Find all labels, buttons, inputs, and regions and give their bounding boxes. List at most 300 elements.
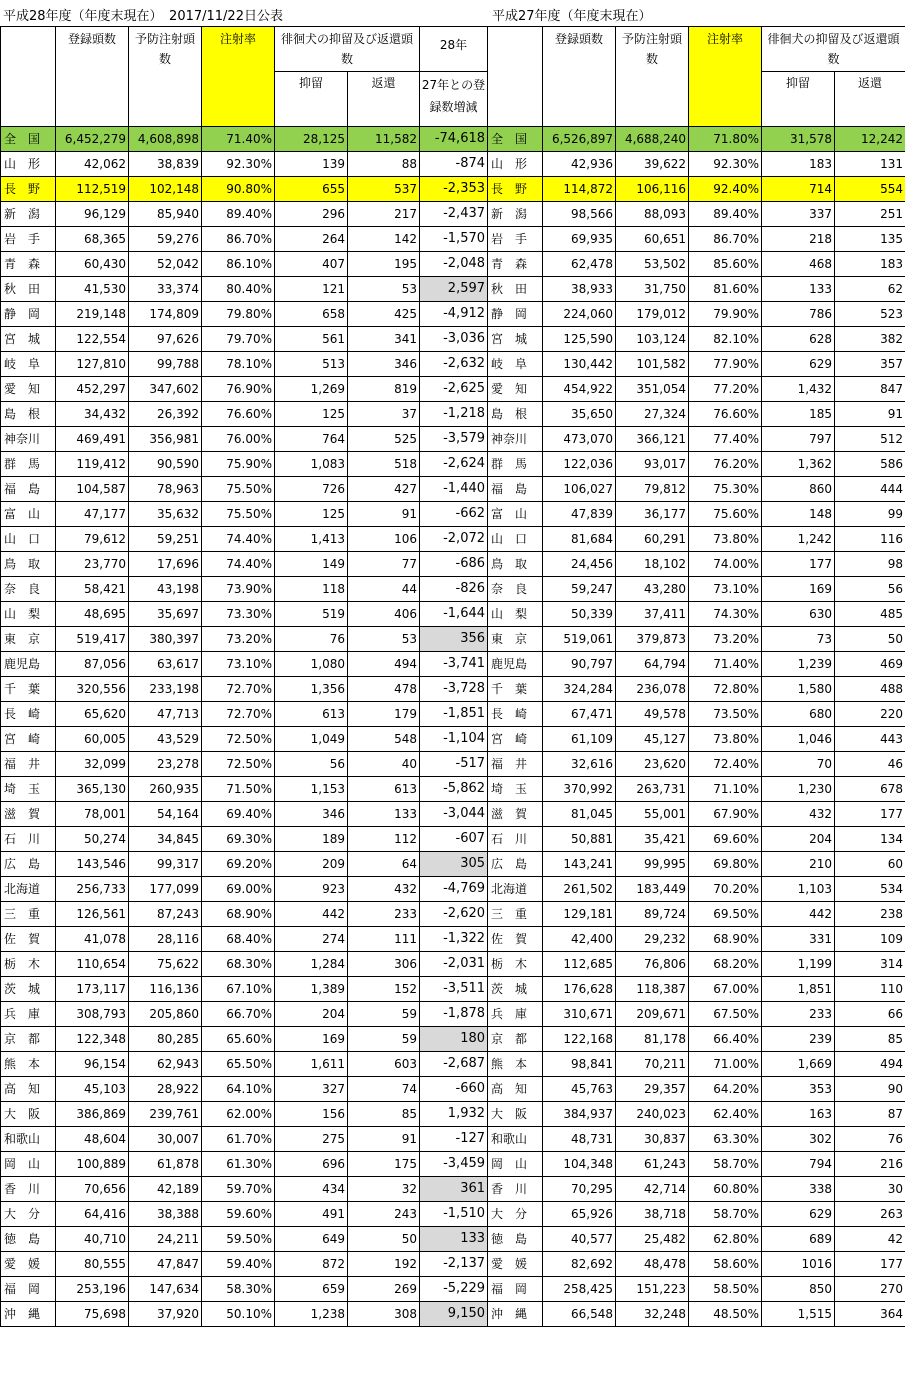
rate-fy28: 89.40%	[202, 202, 275, 227]
rate-fy27: 73.20%	[689, 627, 762, 652]
pref-name-fy27: 山 梨	[488, 602, 543, 627]
detained-fy27: 183	[762, 152, 835, 177]
returned-fy27: 534	[835, 877, 905, 902]
rate-fy27: 77.90%	[689, 352, 762, 377]
returned-fy27: 494	[835, 1052, 905, 1077]
returned-fy28: 548	[348, 727, 420, 752]
detained-fy28: 1,083	[275, 452, 348, 477]
vaccinated-fy28: 59,251	[129, 527, 202, 552]
vaccinated-fy27: 106,116	[616, 177, 689, 202]
registered-fy27: 81,045	[543, 802, 616, 827]
table-row	[1, 927, 905, 952]
table-row	[1, 527, 905, 552]
pref-name-fy28: 福 井	[1, 752, 56, 777]
registered-fy27: 6,526,897	[543, 127, 616, 152]
vaccinated-fy28: 38,388	[129, 1202, 202, 1227]
registered-fy27: 40,577	[543, 1227, 616, 1252]
detained-fy28: 613	[275, 702, 348, 727]
detained-fy27: 163	[762, 1102, 835, 1127]
returned-fy27: 586	[835, 452, 905, 477]
detained-fy28: 275	[275, 1127, 348, 1152]
registered-fy28: 253,196	[56, 1277, 129, 1302]
pref-name-fy27: 宮 城	[488, 327, 543, 352]
registration-diff: 356	[420, 627, 488, 652]
detained-fy28: 659	[275, 1277, 348, 1302]
rate-fy28: 90.80%	[202, 177, 275, 202]
table-row	[1, 1252, 905, 1277]
detained-fy28: 118	[275, 577, 348, 602]
returned-fy28: 243	[348, 1202, 420, 1227]
rate-fy28: 61.30%	[202, 1152, 275, 1177]
registered-fy28: 41,078	[56, 927, 129, 952]
registered-fy27: 62,478	[543, 252, 616, 277]
registered-fy27: 47,839	[543, 502, 616, 527]
vaccinated-fy27: 29,357	[616, 1077, 689, 1102]
vaccinated-fy28: 42,189	[129, 1177, 202, 1202]
returned-fy27: 76	[835, 1127, 905, 1152]
registration-diff: 9,150	[420, 1302, 488, 1327]
returned-fy27: 177	[835, 1252, 905, 1277]
vaccinated-fy28: 99,317	[129, 852, 202, 877]
registered-fy28: 68,365	[56, 227, 129, 252]
vaccinated-fy28: 260,935	[129, 777, 202, 802]
registered-fy28: 119,412	[56, 452, 129, 477]
registered-fy28: 48,695	[56, 602, 129, 627]
registered-fy28: 41,530	[56, 277, 129, 302]
registration-diff: -2,437	[420, 202, 488, 227]
registered-fy28: 23,770	[56, 552, 129, 577]
pref-name-fy28: 福 岡	[1, 1277, 56, 1302]
table-row	[1, 352, 905, 377]
table-row	[1, 577, 905, 602]
title-bar	[0, 0, 905, 26]
detained-fy28: 658	[275, 302, 348, 327]
vaccinated-fy28: 90,590	[129, 452, 202, 477]
returned-fy28: 11,582	[348, 127, 420, 152]
registered-fy28: 308,793	[56, 1002, 129, 1027]
rate-fy27: 66.40%	[689, 1027, 762, 1052]
rate-fy28: 59.50%	[202, 1227, 275, 1252]
rate-fy28: 69.00%	[202, 877, 275, 902]
rate-fy28: 71.40%	[202, 127, 275, 152]
vaccinated-fy28: 85,940	[129, 202, 202, 227]
returned-fy28: 217	[348, 202, 420, 227]
detained-fy28: 513	[275, 352, 348, 377]
returned-fy28: 406	[348, 602, 420, 627]
pref-name-fy28: 青 森	[1, 252, 56, 277]
pref-name-fy28: 宮 崎	[1, 727, 56, 752]
vaccinated-fy27: 45,127	[616, 727, 689, 752]
rate-fy27: 76.20%	[689, 452, 762, 477]
detained-fy28: 923	[275, 877, 348, 902]
vaccinated-fy27: 366,121	[616, 427, 689, 452]
registered-fy27: 70,295	[543, 1177, 616, 1202]
returned-fy27: 357	[835, 352, 905, 377]
rate-fy28: 68.40%	[202, 927, 275, 952]
pref-name-fy27: 京 都	[488, 1027, 543, 1052]
registered-fy27: 24,456	[543, 552, 616, 577]
vaccinated-fy27: 23,620	[616, 752, 689, 777]
rate-fy27: 72.40%	[689, 752, 762, 777]
pref-name-fy27: 千 葉	[488, 677, 543, 702]
pref-name-fy27: 富 山	[488, 502, 543, 527]
registered-fy28: 519,417	[56, 627, 129, 652]
registered-fy27: 454,922	[543, 377, 616, 402]
returned-fy28: 88	[348, 152, 420, 177]
registered-fy27: 66,548	[543, 1302, 616, 1327]
pref-name-fy28: 鳥 取	[1, 552, 56, 577]
vaccinated-fy27: 55,001	[616, 802, 689, 827]
rate-fy28: 80.40%	[202, 277, 275, 302]
detained-fy28: 189	[275, 827, 348, 852]
pref-name-fy28: 徳 島	[1, 1227, 56, 1252]
vaccinated-fy28: 239,761	[129, 1102, 202, 1127]
registration-diff: -2,031	[420, 952, 488, 977]
vaccinated-fy28: 59,276	[129, 227, 202, 252]
rate-fy28: 65.60%	[202, 1027, 275, 1052]
rate-fy28: 59.60%	[202, 1202, 275, 1227]
pref-name-fy27: 山 口	[488, 527, 543, 552]
pref-name-fy27: 東 京	[488, 627, 543, 652]
pref-name-fy27: 群 馬	[488, 452, 543, 477]
returned-fy27: 238	[835, 902, 905, 927]
returned-fy28: 112	[348, 827, 420, 852]
registered-fy27: 106,027	[543, 477, 616, 502]
detained-fy27: 797	[762, 427, 835, 452]
pref-name-fy28: 岡 山	[1, 1152, 56, 1177]
rate-fy27: 86.70%	[689, 227, 762, 252]
pref-name-fy27: 奈 良	[488, 577, 543, 602]
detained-fy27: 1,851	[762, 977, 835, 1002]
vaccinated-fy27: 236,078	[616, 677, 689, 702]
returned-fy27: 110	[835, 977, 905, 1002]
rate-fy28: 72.70%	[202, 677, 275, 702]
detained-fy27: 1,515	[762, 1302, 835, 1327]
rate-fy27: 75.60%	[689, 502, 762, 527]
returned-fy27: 12,242	[835, 127, 905, 152]
registered-fy28: 6,452,279	[56, 127, 129, 152]
vaccinated-fy28: 233,198	[129, 677, 202, 702]
pref-name-fy27: 愛 媛	[488, 1252, 543, 1277]
pref-name-fy27: 岡 山	[488, 1152, 543, 1177]
rate-fy28: 73.10%	[202, 652, 275, 677]
pref-name-fy27: 香 川	[488, 1177, 543, 1202]
rate-fy27: 82.10%	[689, 327, 762, 352]
registered-fy27: 122,036	[543, 452, 616, 477]
header-name-fy27	[488, 27, 543, 127]
vaccinated-fy27: 39,622	[616, 152, 689, 177]
vaccinated-fy27: 60,651	[616, 227, 689, 252]
registration-diff: 2,597	[420, 277, 488, 302]
pref-name-fy27: 鹿児島	[488, 652, 543, 677]
registered-fy27: 42,400	[543, 927, 616, 952]
registration-diff: 133	[420, 1227, 488, 1252]
returned-fy27: 485	[835, 602, 905, 627]
detained-fy27: 1,362	[762, 452, 835, 477]
detained-fy27: 689	[762, 1227, 835, 1252]
detained-fy28: 204	[275, 1002, 348, 1027]
registered-fy27: 81,684	[543, 527, 616, 552]
rate-fy27: 73.50%	[689, 702, 762, 727]
pref-name-fy27: 滋 賀	[488, 802, 543, 827]
registered-fy27: 143,241	[543, 852, 616, 877]
detained-fy28: 1,049	[275, 727, 348, 752]
vaccinated-fy27: 60,291	[616, 527, 689, 552]
returned-fy28: 427	[348, 477, 420, 502]
rate-fy28: 92.30%	[202, 152, 275, 177]
registration-diff: 1,932	[420, 1102, 488, 1127]
registered-fy28: 34,432	[56, 402, 129, 427]
detained-fy27: 714	[762, 177, 835, 202]
rate-fy27: 79.90%	[689, 302, 762, 327]
returned-fy27: 382	[835, 327, 905, 352]
pref-name-fy28: 愛 知	[1, 377, 56, 402]
table-row	[1, 727, 905, 752]
returned-fy27: 554	[835, 177, 905, 202]
table-row	[1, 277, 905, 302]
vaccinated-fy28: 34,845	[129, 827, 202, 852]
title-fy28: 平成28年度（年度末現在） 2017/11/22日公表	[3, 9, 283, 24]
detained-fy27: 70	[762, 752, 835, 777]
table-row	[1, 1277, 905, 1302]
returned-fy27: 488	[835, 677, 905, 702]
registration-diff: -1,510	[420, 1202, 488, 1227]
rate-fy27: 63.30%	[689, 1127, 762, 1152]
rate-fy28: 72.70%	[202, 702, 275, 727]
table-row	[1, 802, 905, 827]
registration-diff: -3,459	[420, 1152, 488, 1177]
pref-name-fy27: 三 重	[488, 902, 543, 927]
registered-fy28: 64,416	[56, 1202, 129, 1227]
registered-fy27: 258,425	[543, 1277, 616, 1302]
vaccinated-fy27: 27,324	[616, 402, 689, 427]
pref-name-fy28: 東 京	[1, 627, 56, 652]
rate-fy27: 71.40%	[689, 652, 762, 677]
registration-diff: -4,769	[420, 877, 488, 902]
registration-diff: -3,741	[420, 652, 488, 677]
registered-fy28: 78,001	[56, 802, 129, 827]
detained-fy28: 1,284	[275, 952, 348, 977]
rate-fy28: 66.70%	[202, 1002, 275, 1027]
registered-fy27: 261,502	[543, 877, 616, 902]
registration-diff: -1,440	[420, 477, 488, 502]
registered-fy27: 45,763	[543, 1077, 616, 1102]
returned-fy28: 308	[348, 1302, 420, 1327]
pref-name-fy28: 群 馬	[1, 452, 56, 477]
vaccinated-fy27: 79,812	[616, 477, 689, 502]
pref-name-fy28: 鹿児島	[1, 652, 56, 677]
vaccinated-fy27: 35,421	[616, 827, 689, 852]
rate-fy28: 72.50%	[202, 727, 275, 752]
registration-diff: -3,036	[420, 327, 488, 352]
registration-diff: -686	[420, 552, 488, 577]
registered-fy28: 42,062	[56, 152, 129, 177]
table-row	[1, 302, 905, 327]
rate-fy27: 62.80%	[689, 1227, 762, 1252]
registered-fy28: 32,099	[56, 752, 129, 777]
pref-name-fy28: 山 口	[1, 527, 56, 552]
registered-fy28: 48,604	[56, 1127, 129, 1152]
registration-diff: -1,644	[420, 602, 488, 627]
returned-fy27: 131	[835, 152, 905, 177]
header-registered-fy28: 登録頭数	[56, 27, 129, 127]
registered-fy28: 219,148	[56, 302, 129, 327]
vaccinated-fy28: 174,809	[129, 302, 202, 327]
pref-name-fy28: 滋 賀	[1, 802, 56, 827]
returned-fy28: 59	[348, 1027, 420, 1052]
pref-name-fy27: 沖 縄	[488, 1302, 543, 1327]
vaccinated-fy28: 102,148	[129, 177, 202, 202]
returned-fy28: 518	[348, 452, 420, 477]
pref-name-fy28: 奈 良	[1, 577, 56, 602]
detained-fy27: 1,669	[762, 1052, 835, 1077]
title-fy27: 平成27年度（年度末現在）	[492, 9, 652, 24]
rate-fy28: 76.90%	[202, 377, 275, 402]
returned-fy28: 91	[348, 502, 420, 527]
vaccinated-fy27: 48,478	[616, 1252, 689, 1277]
pref-name-fy28: 石 川	[1, 827, 56, 852]
rate-fy27: 75.30%	[689, 477, 762, 502]
pref-name-fy27: 和歌山	[488, 1127, 543, 1152]
detained-fy27: 331	[762, 927, 835, 952]
pref-name-fy28: 千 葉	[1, 677, 56, 702]
detained-fy28: 28,125	[275, 127, 348, 152]
returned-fy27: 56	[835, 577, 905, 602]
registered-fy27: 176,628	[543, 977, 616, 1002]
registered-fy28: 452,297	[56, 377, 129, 402]
pref-name-fy27: 新 潟	[488, 202, 543, 227]
header-returned-fy28: 返還	[348, 72, 420, 127]
rate-fy28: 73.30%	[202, 602, 275, 627]
table-row	[1, 452, 905, 477]
pref-name-fy28: 島 根	[1, 402, 56, 427]
rate-fy28: 76.00%	[202, 427, 275, 452]
vaccinated-fy27: 179,012	[616, 302, 689, 327]
registration-diff: -3,579	[420, 427, 488, 452]
vaccinated-fy28: 24,211	[129, 1227, 202, 1252]
rate-fy28: 75.90%	[202, 452, 275, 477]
vaccinated-fy27: 263,731	[616, 777, 689, 802]
rate-fy28: 73.90%	[202, 577, 275, 602]
registered-fy27: 38,933	[543, 277, 616, 302]
table-row	[1, 777, 905, 802]
returned-fy27: 183	[835, 252, 905, 277]
rate-fy28: 76.60%	[202, 402, 275, 427]
pref-name-fy27: 長 崎	[488, 702, 543, 727]
detained-fy28: 327	[275, 1077, 348, 1102]
detained-fy28: 696	[275, 1152, 348, 1177]
rate-fy28: 50.10%	[202, 1302, 275, 1327]
pref-name-fy28: 広 島	[1, 852, 56, 877]
detained-fy27: 233	[762, 1002, 835, 1027]
returned-fy28: 152	[348, 977, 420, 1002]
returned-fy27: 314	[835, 952, 905, 977]
rate-fy28: 61.70%	[202, 1127, 275, 1152]
pref-name-fy28: 全 国	[1, 127, 56, 152]
pref-name-fy28: 宮 城	[1, 327, 56, 352]
pref-name-fy27: 熊 本	[488, 1052, 543, 1077]
vaccinated-fy27: 31,750	[616, 277, 689, 302]
pref-name-fy28: 山 形	[1, 152, 56, 177]
registered-fy27: 42,936	[543, 152, 616, 177]
header-rate-fy28: 注射率	[202, 27, 275, 127]
vaccinated-fy28: 97,626	[129, 327, 202, 352]
returned-fy27: 46	[835, 752, 905, 777]
registered-fy27: 48,731	[543, 1127, 616, 1152]
table-row	[1, 702, 905, 727]
vaccinated-fy27: 89,724	[616, 902, 689, 927]
detained-fy28: 1,356	[275, 677, 348, 702]
pref-name-fy27: 広 島	[488, 852, 543, 877]
registered-fy28: 75,698	[56, 1302, 129, 1327]
detained-fy28: 649	[275, 1227, 348, 1252]
pref-name-fy27: 長 野	[488, 177, 543, 202]
returned-fy27: 220	[835, 702, 905, 727]
returned-fy28: 91	[348, 1127, 420, 1152]
table-row	[1, 152, 905, 177]
returned-fy27: 109	[835, 927, 905, 952]
vaccinated-fy28: 37,920	[129, 1302, 202, 1327]
returned-fy28: 53	[348, 627, 420, 652]
detained-fy27: 218	[762, 227, 835, 252]
vaccinated-fy28: 205,860	[129, 1002, 202, 1027]
vaccinated-fy28: 33,374	[129, 277, 202, 302]
detained-fy28: 434	[275, 1177, 348, 1202]
registered-fy27: 370,992	[543, 777, 616, 802]
returned-fy28: 192	[348, 1252, 420, 1277]
vaccinated-fy27: 70,211	[616, 1052, 689, 1077]
pref-name-fy28: 富 山	[1, 502, 56, 527]
rate-fy28: 72.50%	[202, 752, 275, 777]
detained-fy28: 561	[275, 327, 348, 352]
table-row	[1, 1002, 905, 1027]
registration-diff: -2,632	[420, 352, 488, 377]
vaccinated-fy27: 42,714	[616, 1177, 689, 1202]
detained-fy27: 177	[762, 552, 835, 577]
returned-fy28: 74	[348, 1077, 420, 1102]
registered-fy27: 125,590	[543, 327, 616, 352]
detained-fy27: 628	[762, 327, 835, 352]
registration-diff: -3,511	[420, 977, 488, 1002]
rate-fy27: 70.20%	[689, 877, 762, 902]
rate-fy27: 69.80%	[689, 852, 762, 877]
vaccinated-fy27: 81,178	[616, 1027, 689, 1052]
returned-fy27: 91	[835, 402, 905, 427]
pref-name-fy28: 秋 田	[1, 277, 56, 302]
header-name-fy28	[1, 27, 56, 127]
rate-fy28: 59.70%	[202, 1177, 275, 1202]
detained-fy27: 786	[762, 302, 835, 327]
rate-fy27: 85.60%	[689, 252, 762, 277]
pref-name-fy27: 大 阪	[488, 1102, 543, 1127]
detained-fy28: 264	[275, 227, 348, 252]
table-row	[1, 1152, 905, 1177]
registration-diff: -874	[420, 152, 488, 177]
rate-fy27: 74.00%	[689, 552, 762, 577]
vaccinated-fy27: 351,054	[616, 377, 689, 402]
rate-fy27: 69.50%	[689, 902, 762, 927]
detained-fy27: 239	[762, 1027, 835, 1052]
pref-name-fy28: 岩 手	[1, 227, 56, 252]
rate-fy27: 58.70%	[689, 1152, 762, 1177]
pref-name-fy27: 佐 賀	[488, 927, 543, 952]
detained-fy28: 726	[275, 477, 348, 502]
detained-fy27: 1,103	[762, 877, 835, 902]
registered-fy27: 90,797	[543, 652, 616, 677]
vaccinated-fy28: 116,136	[129, 977, 202, 1002]
header-registered-fy27: 登録頭数	[543, 27, 616, 127]
detained-fy28: 346	[275, 802, 348, 827]
